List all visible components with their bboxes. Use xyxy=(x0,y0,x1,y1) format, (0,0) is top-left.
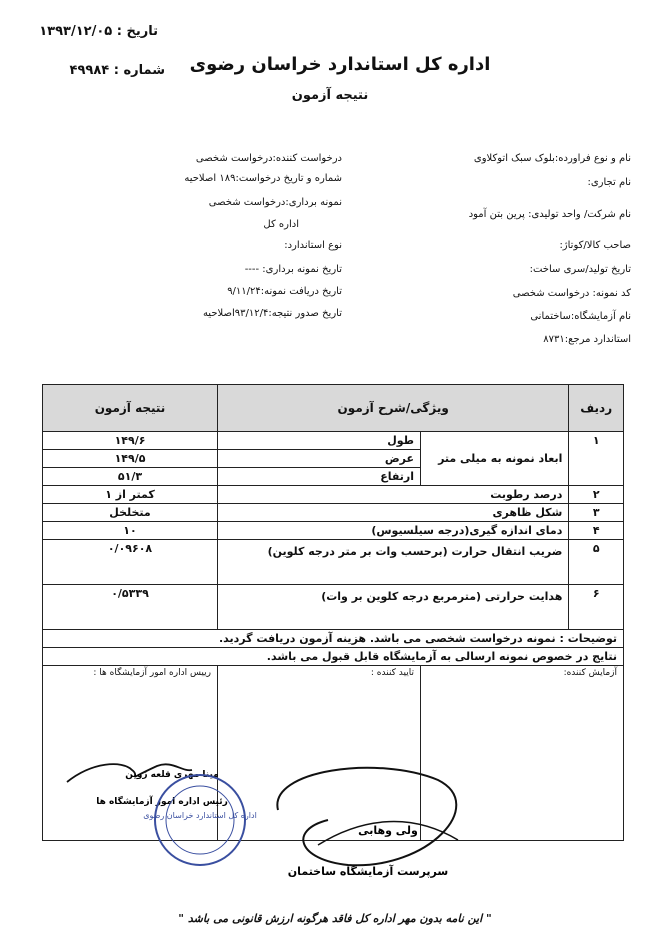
info-requester: درخواست کننده:درخواست شخصی xyxy=(195,153,342,164)
row-value: ۰/۵۳۳۹ xyxy=(43,585,218,630)
sub-label: طول xyxy=(218,432,421,450)
info-issue-date: تاریخ صدور نتیجه:۹۳/۱۲/۴اصلاحیه xyxy=(202,308,342,319)
row-index: ۴ xyxy=(569,522,624,540)
info-sampling-date: تاریخ نمونه برداری: ---- xyxy=(244,264,342,275)
note-result: نتایج در خصوص نمونه ارسالی به آزمایشگاه قابل قبول می باشد. xyxy=(43,648,624,666)
date xyxy=(28,24,158,39)
note-remarks: توضیحات : نمونه درخواست شخصی می باشد. هزینه آزمون دریافت گردید. xyxy=(43,630,624,648)
row-index: ۱ xyxy=(569,432,624,486)
table-row xyxy=(43,585,624,630)
header-row-num: ردیف xyxy=(569,385,624,432)
table-row xyxy=(43,432,624,450)
row-desc: هدایت حرارتی (مترمربع درجه کلوین بر وات) xyxy=(218,585,569,630)
row-index: ۲ xyxy=(569,486,624,504)
row-desc: درصد رطوبت xyxy=(218,486,569,504)
official-seal-icon xyxy=(143,770,257,870)
footer-note: " این نامه بدون مهر اداره کل فاقد هرگونه ارزش قانونی می باشد " xyxy=(178,912,492,925)
sub-label: عرض xyxy=(218,450,421,468)
approver-name: ولی وهابی xyxy=(358,824,418,837)
row-value: ۰/۰۹۶۰۸ xyxy=(43,540,218,585)
row-value: ۵۱/۳ xyxy=(43,468,218,486)
date-value: ۱۳۹۳/۱۲/۰۵ xyxy=(39,24,113,39)
row-index: ۵ xyxy=(569,540,624,585)
info-lab: نام آزمایشگاه:ساختمانی xyxy=(530,311,631,322)
row-index: ۳ xyxy=(569,504,624,522)
header-result: نتیجه آزمون xyxy=(43,385,218,432)
head-title: رئیس اداره امور آزمایشگاه ها xyxy=(96,797,228,807)
info-sampling-org: اداره کل xyxy=(263,219,299,230)
row-value: ۱۴۹/۶ xyxy=(43,432,218,450)
approver-label: تایید کننده : xyxy=(370,668,414,678)
table-row xyxy=(43,540,624,585)
row-index: ۶ xyxy=(569,585,624,630)
table-header-row xyxy=(43,385,624,432)
header-desc: ویژگی/شرح آزمون xyxy=(218,385,569,432)
tester-label: آزمایش کننده: xyxy=(563,668,617,678)
row-value: متخلخل xyxy=(43,504,218,522)
info-brand: نام تجاری: xyxy=(587,177,631,188)
sub-label: ارتفاع xyxy=(218,468,421,486)
info-sample-code: کد نمونه: درخواست شخصی xyxy=(512,288,631,299)
seal-text: اداره کل استاندارد خراسان رضوی xyxy=(143,811,257,820)
table-row xyxy=(43,486,624,504)
info-receive-date: تاریخ دریافت نمونه:۹/۱۱/۲۴ xyxy=(227,286,342,297)
number-value: ۴۹۹۸۴ xyxy=(69,63,110,78)
info-product: نام و نوع فراورده:بلوک سبک اتوکلاوی xyxy=(473,153,631,164)
letter-number xyxy=(55,63,165,78)
row-value: کمتر از ۱ xyxy=(43,486,218,504)
row-desc: شکل ظاهری xyxy=(218,504,569,522)
row-value: ۱۰ xyxy=(43,522,218,540)
info-standard: استاندارد مرجع:۸۷۳۱ xyxy=(543,334,631,345)
notes-row xyxy=(43,648,624,666)
org-title: اداره کل استاندارد خراسان رضوی xyxy=(189,54,491,75)
head-name: مینا مهری قلعه زوین xyxy=(125,770,219,780)
row-desc: ابعاد نمونه به میلی متر xyxy=(421,432,569,486)
info-owner: صاحب کالا/کوتاژ: xyxy=(559,240,631,251)
date-label: تاریخ : xyxy=(116,24,158,39)
head-label: رییس اداره امور آزمایشگاه ها : xyxy=(93,668,211,678)
row-value: ۱۴۹/۵ xyxy=(43,450,218,468)
doc-title: نتیجه آزمون xyxy=(291,88,369,103)
info-sampling: نمونه برداری:درخواست شخصی xyxy=(208,197,342,208)
row-desc: دمای اندازه گیری(درجه سیلسیوس) xyxy=(218,522,569,540)
info-request-number: شماره و تاریخ درخواست:۱۸۹ اصلاحیه xyxy=(184,173,342,184)
table-row xyxy=(43,504,624,522)
approver-signature-icon xyxy=(258,750,478,885)
number-label: شماره : xyxy=(113,63,165,78)
table-row xyxy=(43,522,624,540)
info-production: تاریخ تولید/سری ساخت: xyxy=(529,264,631,275)
notes-row xyxy=(43,630,624,648)
row-desc: ضریب انتقال حرارت (برحسب وات بر متر درجه کلوین) xyxy=(218,540,569,585)
info-standard-type: نوع استاندارد: xyxy=(284,240,342,251)
approver-title: سرپرست آزمایشگاه ساختمان xyxy=(287,865,449,878)
info-company: نام شرکت/ واحد تولیدی: پرین بتن آمود xyxy=(468,209,631,220)
